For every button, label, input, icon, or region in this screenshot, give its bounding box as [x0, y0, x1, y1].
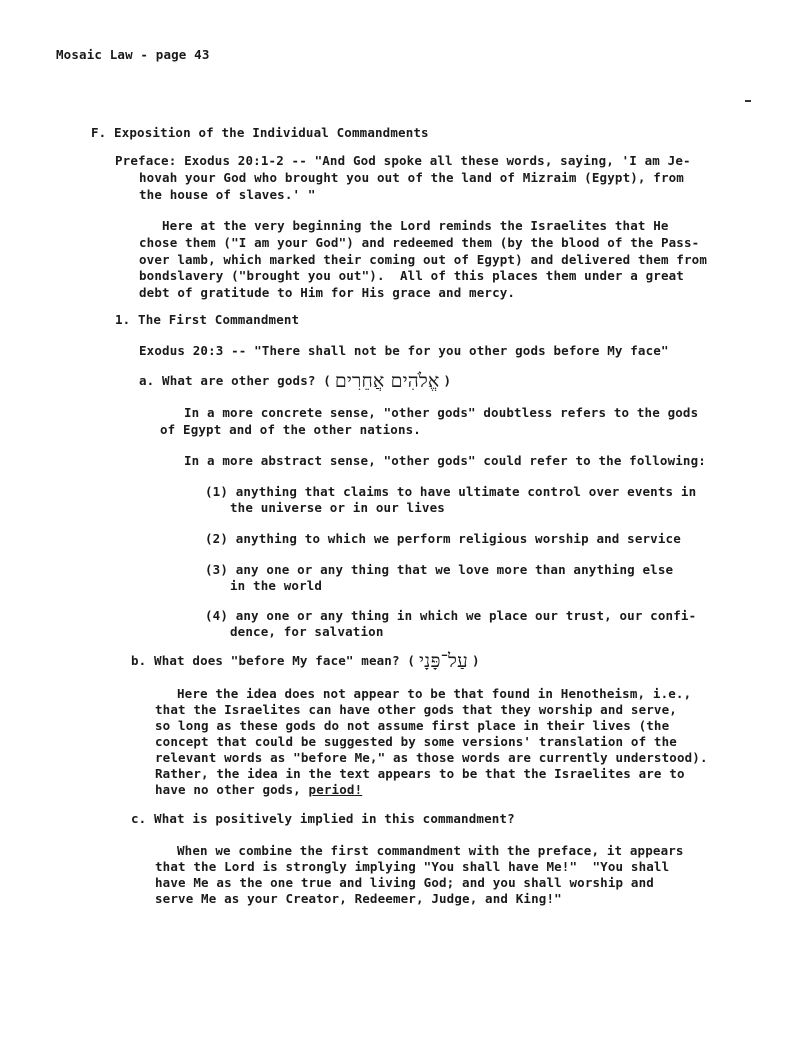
- b-line-1: Here the idea does not appear to be that found in Henotheism, i.e.,: [177, 686, 692, 701]
- section-f-title: F. Exposition of the Individual Commandments: [91, 125, 429, 140]
- question-a: [139, 370, 452, 392]
- b-line-5: relevant words as "before Me," as those words are currently understood).: [155, 750, 708, 765]
- preface-line-2: hovah your God who brought you out of the land of Mizraim (Egypt), from: [139, 170, 684, 185]
- item-1-line-1: (1) anything that claims to have ultimate control over events in: [205, 484, 697, 499]
- item-4-line-1: (4) any one or any thing in which we place our trust, our confi-: [205, 608, 697, 623]
- first-commandment-title: 1. The First Commandment: [115, 312, 300, 327]
- b-line-7-text: have no other gods,: [155, 782, 309, 797]
- c-line-3: have Me as the one true and living God; and you shall worship and: [155, 875, 654, 890]
- question-a-close: ): [443, 373, 452, 388]
- question-a-text: a. What are other gods? (: [139, 373, 331, 388]
- item-2-line-1: (2) anything to which we perform religious worship and service: [205, 531, 681, 546]
- c-line-4: serve Me as your Creator, Redeemer, Judge, and King!": [155, 891, 562, 906]
- concrete-line-1: In a more concrete sense, "other gods" doubtless refers to the gods: [184, 405, 699, 420]
- intro-line-5: debt of gratitude to Him for His grace and mercy.: [139, 285, 516, 300]
- concrete-line-2: of Egypt and of the other nations.: [160, 422, 421, 437]
- intro-line-4: bondslavery ("brought you out"). All of this places them under a great: [139, 268, 684, 283]
- c-line-1: When we combine the first commandment with the preface, it appears: [177, 843, 684, 858]
- item-4-line-2: dence, for salvation: [230, 624, 384, 639]
- item-1-line-2: the universe or in our lives: [230, 500, 445, 515]
- item-3-line-2: in the world: [230, 578, 323, 593]
- b-line-7: [155, 782, 362, 798]
- question-b-text: b. What does "before My face" mean? (: [131, 653, 415, 668]
- intro-line-1: Here at the very beginning the Lord reminds the Israelites that He: [162, 218, 669, 233]
- stray-mark: [745, 100, 751, 102]
- emphasis-period: period!: [308, 782, 363, 797]
- abstract-intro: In a more abstract sense, "other gods" could refer to the following:: [184, 453, 706, 468]
- preface-line-3: the house of slaves.' ": [139, 187, 316, 202]
- hebrew-other-gods: אֱלֹהִים אֲחֵרִים: [334, 370, 440, 392]
- b-line-4: concept that could be suggested by some versions' translation of the: [155, 734, 677, 749]
- question-b: [131, 650, 480, 672]
- exodus-verse: Exodus 20:3 -- "There shall not be for you other gods before My face": [139, 343, 669, 358]
- hebrew-before-my-face: עַל־פָּנָי: [419, 650, 468, 672]
- question-c: c. What is positively implied in this commandment?: [131, 811, 515, 826]
- question-b-close: ): [471, 653, 480, 668]
- b-line-3: so long as these gods do not assume first place in their lives (the: [155, 718, 670, 733]
- b-line-6: Rather, the idea in the text appears to be that the Israelites are to: [155, 766, 685, 781]
- item-3-line-1: (3) any one or any thing that we love more than anything else: [205, 562, 674, 577]
- b-line-2: that the Israelites can have other gods that they worship and serve,: [155, 702, 677, 717]
- preface-line-1: Preface: Exodus 20:1-2 -- "And God spoke all these words, saying, 'I am Je-: [115, 153, 691, 168]
- page-header: Mosaic Law - page 43: [56, 47, 210, 62]
- c-line-2: that the Lord is strongly implying "You shall have Me!" "You shall: [155, 859, 670, 874]
- intro-line-2: chose them ("I am your God") and redeemed them (by the blood of the Pass-: [139, 235, 700, 250]
- intro-line-3: over lamb, which marked their coming out of Egypt) and delivered them from: [139, 252, 707, 267]
